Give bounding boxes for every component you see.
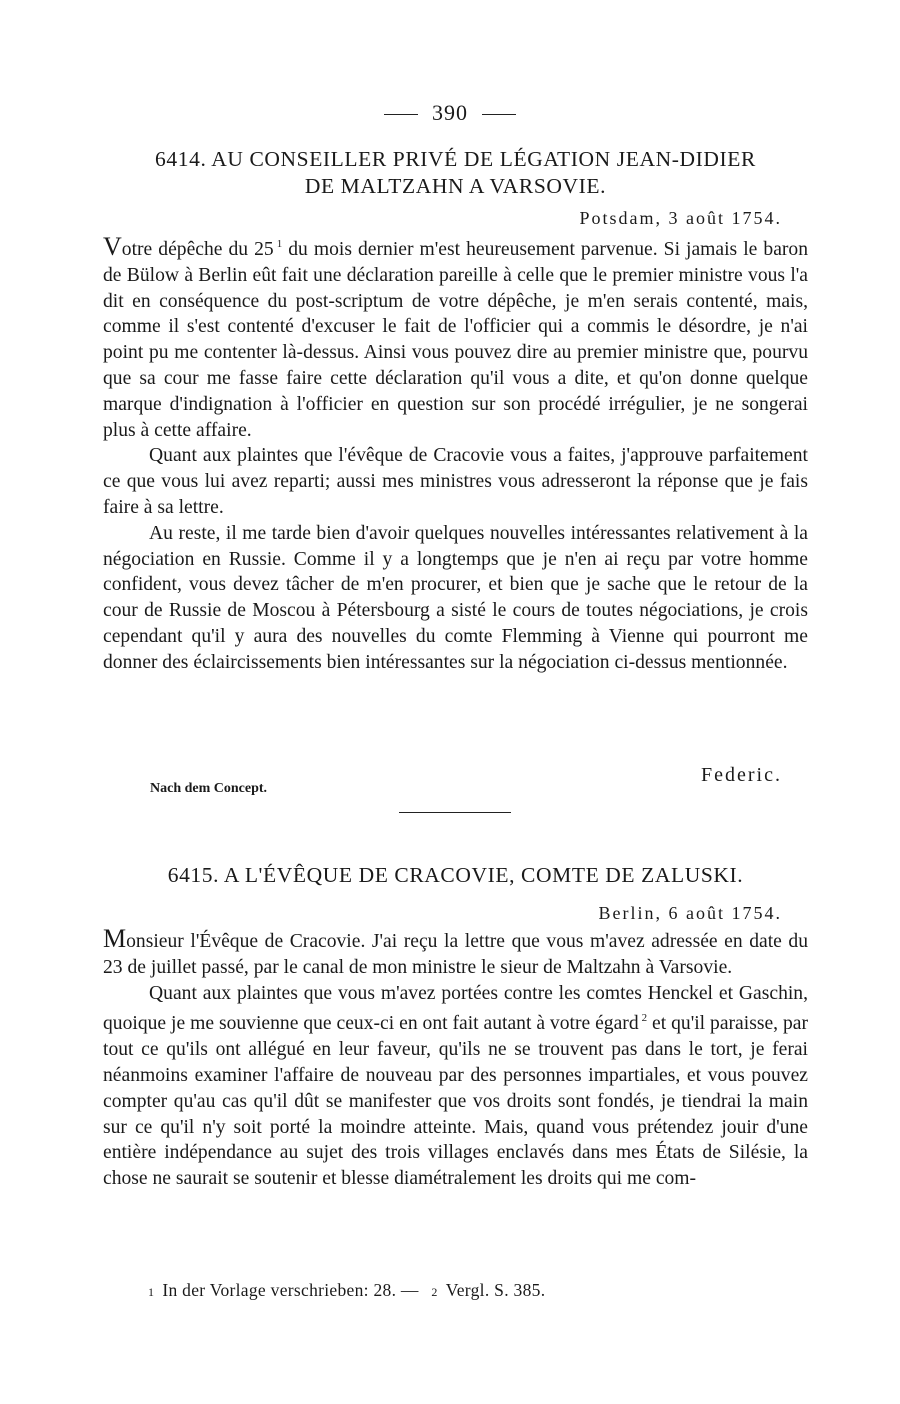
letter-6414-heading [103,146,808,200]
footnote-number: 2 [431,1285,438,1299]
letter-6415-body [103,926,808,1192]
page-number-text: 390 [432,100,468,125]
paragraph: Quant aux plaintes que l'évêque de Cracovie vous a faites, j'approuve parfaitement ce que vous lui avez reparti; aussi mes ministres vous adresseront la réponse que je fais faire à sa lettre. [103,445,808,518]
footnote-text: In der Vorlage verschrieben: 28. — [162,1280,419,1300]
paragraph [103,232,808,443]
heading-line: 6415. A L'ÉVÊQUE DE CRACOVIE, COMTE DE ZALUSKI. [167,863,744,887]
letter-6415-heading [103,862,808,889]
heading-line: 6414. AU CONSEILLER PRIVÉ DE LÉGATION JEAN-DIDIER [155,147,756,171]
section-divider [399,812,511,813]
footnote-text: Vergl. S. 385. [445,1280,546,1300]
paragraph: Au reste, il me tarde bien d'avoir quelques nouvelles intéressantes relativement à la négociation en Russie. Comme il y a longtemps que je n'en ai reçu par votre homme confident, vous devez tâcher de m'en procurer, et bien que je sache que le retour de la cour de Russie de Moscou à Pétersbourg a sisté le cours de toutes négociations, je crois cependant qu'il y aura des nouvelles du comte Flemming à Vienne qui pourront me donner des éclaircissements bien intéressantes sur la négociation ci-dessus mentionnée. [103,522,808,673]
footnote-number: 1 [148,1285,155,1299]
letter-6414-body [103,232,808,676]
paragraph [103,926,808,981]
signature: Federic. [701,764,782,786]
letter-6415-place-date: Berlin, 6 août 1754. [598,903,782,923]
paragraph-text: et qu'il paraisse, par tout ce qu'ils ont allégué en leur faveur, qu'ils ne se trouvent pas dans le tort, je ferai néanmoins examiner l'affaire de nouveau par des personnes impartiales, et vous pouvez compter qu'au cas qu'il dût se manifester que vos droits sont fondés, je tiendrai la main sur ce qu'il n'y soit porté la moindre atteinte. Mais, quand vous prétendez jouir d'une entière indépendance au sujet des trois villages enclavés dans mes États de Silésie, la chose ne saurait se soutenir et blesse diamétralement les droits qui me com- [103,1013,808,1190]
source-note: Nach dem Concept. [150,781,268,796]
initial-letter: V [103,232,122,261]
footnote-marker: 1 [276,238,283,250]
paragraph [103,981,808,1192]
footnote-marker: 2 [641,1012,648,1025]
page-number [0,100,900,126]
initial-letter: M [103,924,127,953]
heading-line: DE MALTZAHN A VARSOVIE. [304,174,607,198]
letter-6414-place-date: Potsdam, 3 août 1754. [579,208,782,228]
page-number-dash-right [482,114,516,115]
paragraph-text: Quant aux plaintes que vous m'avez portées contre les comtes Henckel et Gaschin, quoique je me souvienne que ceux-ci en ont fait autant à votre égard [103,982,808,1035]
page-number-dash-left [384,114,418,115]
paragraph-text: otre dépêche du 25 [121,239,274,260]
footnotes [148,1280,545,1301]
paragraph-text: du mois dernier m'est heureusement parvenue. Si jamais le baron de Bülow à Berlin eût fait une déclaration pareille à celle que le premier ministre vous l'a dit en conséquence du post-scriptum de votre dépêche, je m'en serais contenté, mais, comme il s'est contenté d'excuser le fait de l'officier qui a commis le désordre, je n'ai point pu me contenter là-dessus. Ainsi vous pouvez dire au premier ministre que, pourvu que sa cour me fasse faire cette déclaration qu'il vous a dite, et qu'on donne quelque marque d'indignation à l'officier en question sur son procédé irrégulier, je ne songerai plus à cette affaire. [103,239,809,441]
paragraph-text: onsieur l'Évêque de Cracovie. J'ai reçu la lettre que vous m'avez adressée en date du 23 de juillet passé, par le canal de mon ministre le sieur de Maltzahn à Varsovie. [103,931,808,978]
